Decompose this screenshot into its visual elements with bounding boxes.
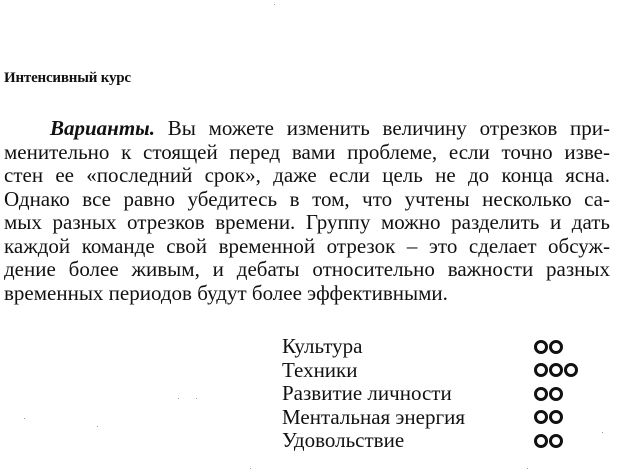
paragraph-line-2: менительно к стоящей перед вами проблеме, если точно изве- bbox=[4, 139, 610, 164]
rating-circle-icon bbox=[534, 410, 548, 424]
scan-speck bbox=[527, 468, 528, 469]
rating-label: Ментальная энергия bbox=[282, 404, 466, 429]
paragraph-line-3: стен ее «последний срок», даже если цель не до конца ясна. bbox=[4, 163, 610, 187]
ratings-table bbox=[282, 335, 602, 453]
rating-circle-icon bbox=[534, 340, 548, 354]
scan-speck bbox=[274, 4, 275, 5]
rating-circle-icon bbox=[549, 410, 563, 424]
rating-label: Развитие личности bbox=[282, 381, 452, 406]
scan-speck bbox=[97, 426, 98, 427]
scan-speck bbox=[250, 468, 251, 469]
rating-circles bbox=[534, 340, 563, 354]
rating-circle-icon bbox=[534, 363, 548, 377]
rating-circles bbox=[534, 363, 578, 377]
rating-circle-icon bbox=[549, 434, 563, 448]
running-header: Интенсивный курс bbox=[4, 70, 131, 86]
rating-row bbox=[282, 382, 602, 406]
rating-circle-icon bbox=[549, 340, 563, 354]
rating-circle-icon bbox=[534, 434, 548, 448]
paragraph-line-8: временных периодов будут более эффективными. bbox=[4, 280, 448, 305]
rating-label: Удовольствие bbox=[282, 428, 405, 453]
rating-circles bbox=[534, 387, 563, 401]
rating-circle-icon bbox=[549, 387, 563, 401]
paragraph-line-7: дение более живым, и дебаты относительно важности разных bbox=[4, 257, 610, 281]
variants-paragraph bbox=[4, 117, 610, 305]
rating-row bbox=[282, 359, 602, 383]
scan-speck bbox=[178, 398, 179, 399]
paragraph-line-5: мых разных отрезков времени. Группу можно разделить и дать bbox=[4, 210, 610, 234]
rating-circles bbox=[534, 434, 563, 448]
paragraph-line-1-text: Вы можете изменить величину отрезков при- bbox=[155, 116, 610, 140]
rating-circle-icon bbox=[534, 387, 548, 401]
rating-label: Техники bbox=[282, 357, 358, 382]
rating-circles bbox=[534, 410, 563, 424]
scan-speck bbox=[602, 432, 603, 433]
rating-row bbox=[282, 429, 602, 453]
rating-circle-icon bbox=[549, 363, 563, 377]
paragraph-line-1 bbox=[4, 117, 610, 141]
rating-circle-icon bbox=[564, 363, 578, 377]
scan-speck bbox=[24, 418, 25, 419]
paragraph-line-6: каждой команде свой временной отрезок – это сделает обсуж- bbox=[4, 233, 610, 258]
lead-word: Варианты. bbox=[50, 116, 155, 140]
paragraph-line-4: Однако все равно убедитесь в том, что учтены несколько са- bbox=[4, 186, 610, 211]
rating-row bbox=[282, 406, 602, 430]
rating-label: Культура bbox=[282, 334, 363, 359]
rating-row bbox=[282, 335, 602, 359]
scan-speck bbox=[196, 398, 197, 399]
